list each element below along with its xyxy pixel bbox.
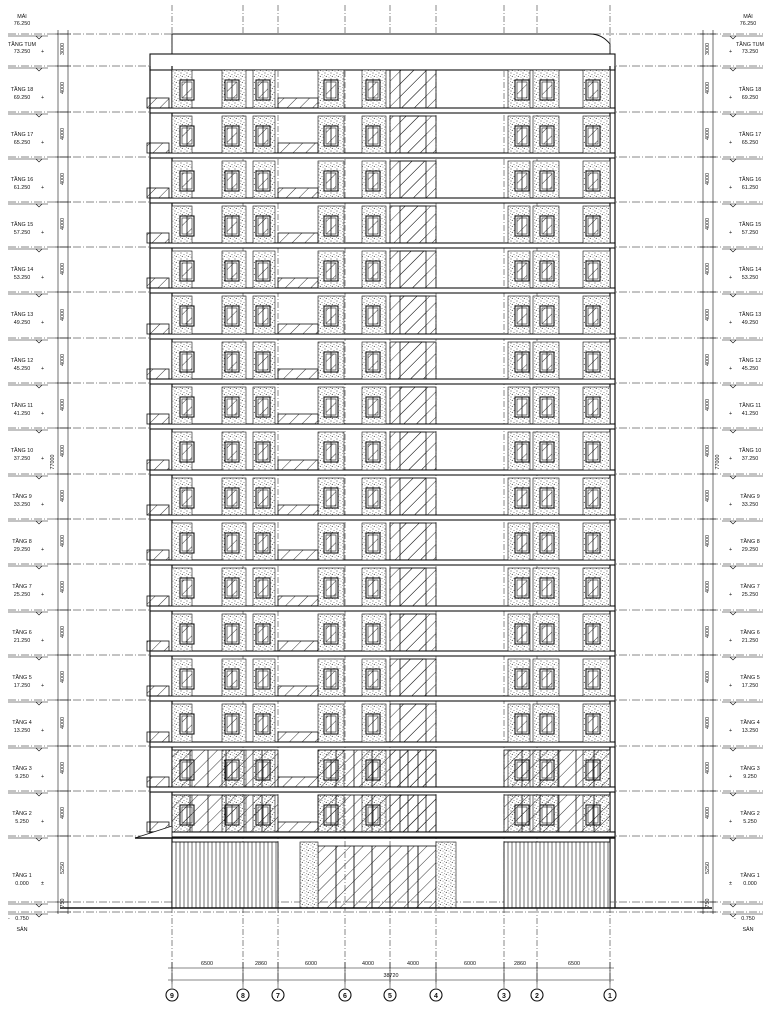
level-elev-right: 0.000 bbox=[743, 881, 757, 887]
elev-sign-left: - bbox=[8, 916, 10, 922]
level-triangle-right bbox=[730, 249, 736, 252]
elev-sign-right: + bbox=[729, 185, 733, 191]
axis-label: 3 bbox=[502, 993, 506, 1000]
level-name-right: TẦNG 11 bbox=[738, 403, 762, 409]
balcony-mid bbox=[278, 460, 318, 470]
story-dim-right: 4000 bbox=[705, 354, 711, 366]
glazed-core-inner bbox=[400, 70, 426, 108]
level-triangle-right bbox=[730, 68, 736, 71]
story-dim-left: 4000 bbox=[60, 128, 66, 140]
level-elev-left: 53.250 bbox=[13, 275, 31, 281]
balcony-mid bbox=[278, 641, 318, 651]
level-name-right: TẦNG 8 bbox=[740, 539, 760, 545]
elev-sign-left: + bbox=[41, 683, 45, 689]
level-elev-left: 37.250 bbox=[13, 456, 31, 462]
level-name-right: TẦNG 5 bbox=[740, 675, 760, 681]
balcony-left bbox=[147, 324, 169, 334]
glazed-core-inner bbox=[400, 387, 426, 424]
story-dim-left: 4000 bbox=[60, 309, 66, 321]
level-triangle-right bbox=[730, 904, 736, 907]
elev-sign-right: + bbox=[729, 275, 733, 281]
level-elev-left: 25.250 bbox=[13, 592, 31, 598]
floor-slab bbox=[150, 515, 615, 520]
level-name-left: TẦNG 17 bbox=[10, 132, 34, 138]
balcony-mid bbox=[278, 324, 318, 334]
glazed-core-inner bbox=[400, 342, 426, 379]
level-triangle-left bbox=[36, 838, 42, 841]
elev-sign-left: + bbox=[41, 638, 45, 644]
level-elev-right: 13.250 bbox=[741, 728, 759, 734]
floor-slab bbox=[150, 560, 615, 565]
story-dim-left: 4000 bbox=[60, 671, 66, 683]
level-elev-right: 76.250 bbox=[739, 21, 757, 27]
story-dim-right: 4000 bbox=[705, 173, 711, 185]
level-name-right: TẦNG 15 bbox=[738, 222, 762, 228]
level-name-left: TẦNG 3 bbox=[12, 766, 32, 772]
balcony-mid bbox=[278, 278, 318, 288]
level-triangle-left bbox=[36, 36, 42, 39]
story-dim-left: 4000 bbox=[60, 807, 66, 819]
level-name-right: TẦNG 18 bbox=[738, 87, 762, 93]
balcony-mid bbox=[278, 188, 318, 198]
level-name-right: TẦNG 14 bbox=[738, 267, 762, 273]
elev-sign-right: + bbox=[729, 95, 733, 101]
ground-pier bbox=[436, 842, 456, 908]
balcony-left bbox=[147, 505, 169, 515]
level-name-left: TẦNG 6 bbox=[12, 630, 32, 636]
story-dim-right: 4000 bbox=[705, 309, 711, 321]
level-triangle-left bbox=[36, 612, 42, 615]
glazed-core-inner bbox=[400, 161, 426, 198]
elev-sign-right: + bbox=[729, 456, 733, 462]
level-triangle-left bbox=[36, 114, 42, 117]
glazed-core-inner bbox=[400, 523, 426, 560]
story-dim-right: 4000 bbox=[705, 399, 711, 411]
elev-sign-left: + bbox=[41, 456, 45, 462]
level-name-right: TẦNG TUM bbox=[735, 42, 765, 48]
balcony-left bbox=[147, 98, 169, 108]
balcony-mid bbox=[278, 732, 318, 742]
story-dim-right: 4000 bbox=[705, 445, 711, 457]
elev-sign-right: - bbox=[734, 916, 736, 922]
story-dim-right: 4000 bbox=[705, 671, 711, 683]
story-dim-left: 4000 bbox=[60, 173, 66, 185]
level-elev-right: 53.250 bbox=[741, 275, 759, 281]
glazed-core-inner bbox=[400, 478, 426, 515]
story-dim-left: 4000 bbox=[60, 626, 66, 638]
grid-axis-bubbles bbox=[166, 989, 616, 1001]
bay-dim: 4000 bbox=[407, 961, 419, 967]
level-triangle-left bbox=[36, 340, 42, 343]
level-triangle-left bbox=[36, 521, 42, 524]
level-name-left: TẦNG 7 bbox=[12, 584, 32, 590]
balcony-mid bbox=[278, 596, 318, 606]
balcony-left bbox=[147, 596, 169, 606]
elev-sign-right: + bbox=[729, 547, 733, 553]
level-elev-right: 9.250 bbox=[743, 774, 757, 780]
level-name-left: TẦNG 2 bbox=[12, 811, 32, 817]
elev-sign-right: + bbox=[729, 638, 733, 644]
level-name-right: TẦNG 3 bbox=[740, 766, 760, 772]
story-dim-right: 4000 bbox=[705, 626, 711, 638]
story-dim-right: 4000 bbox=[705, 762, 711, 774]
level-elev-left: 65.250 bbox=[13, 140, 31, 146]
balcony-mid bbox=[278, 233, 318, 243]
level-triangle-left bbox=[36, 748, 42, 751]
balcony-left bbox=[147, 641, 169, 651]
story-dim-right: 3000 bbox=[705, 43, 711, 55]
balcony-left bbox=[147, 143, 169, 153]
level-triangle-right bbox=[730, 385, 736, 388]
level-name-left: TẦNG 14 bbox=[10, 267, 34, 273]
story-dim-right: 4000 bbox=[705, 218, 711, 230]
level-name-right: TẦNG 4 bbox=[740, 720, 760, 726]
level-triangle-right bbox=[730, 204, 736, 207]
story-dim-right: 4000 bbox=[705, 128, 711, 140]
story-dim-left: 4000 bbox=[60, 263, 66, 275]
story-dim-left: 4000 bbox=[60, 717, 66, 729]
story-dim-left: 4000 bbox=[60, 218, 66, 230]
glazed-core-inner bbox=[400, 614, 426, 651]
glazed-core-inner bbox=[400, 206, 426, 243]
balcony-mid bbox=[278, 143, 318, 153]
elev-sign-right: + bbox=[729, 819, 733, 825]
level-triangle-right bbox=[730, 657, 736, 660]
elev-sign-left: ± bbox=[41, 881, 44, 887]
level-elev-left: 61.250 bbox=[13, 185, 31, 191]
balcony-left bbox=[147, 460, 169, 470]
elev-sign-right: + bbox=[729, 728, 733, 734]
axis-label: 8 bbox=[241, 993, 245, 1000]
balcony-left bbox=[147, 550, 169, 560]
level-elev-left: 33.250 bbox=[13, 502, 31, 508]
glazed-core-inner bbox=[400, 251, 426, 288]
level-elev-right: 73.250 bbox=[741, 49, 759, 55]
elev-sign-right: + bbox=[729, 592, 733, 598]
level-triangle-left bbox=[36, 657, 42, 660]
bay-dim: 2860 bbox=[514, 961, 526, 967]
level-name-right: TẦNG 1 bbox=[740, 873, 760, 879]
level-triangle-right bbox=[730, 114, 736, 117]
level-triangle-left bbox=[36, 914, 42, 917]
story-dim-right: 4000 bbox=[705, 82, 711, 94]
ground-pier bbox=[300, 842, 318, 908]
balcony-left bbox=[147, 369, 169, 379]
level-elev-right: 0.750 bbox=[741, 916, 755, 922]
level-name-left: SÂN bbox=[16, 927, 28, 933]
level-triangle-right bbox=[730, 430, 736, 433]
level-elev-left: 69.250 bbox=[13, 95, 31, 101]
glazed-core-inner bbox=[400, 704, 426, 742]
level-elev-right: 21.250 bbox=[741, 638, 759, 644]
level-elev-right: 41.250 bbox=[741, 411, 759, 417]
bay-dim: 2860 bbox=[255, 961, 267, 967]
story-dim-right: 4000 bbox=[705, 263, 711, 275]
story-dim-right: 4000 bbox=[705, 535, 711, 547]
balcony-left bbox=[147, 777, 169, 787]
level-elev-left: 0.000 bbox=[15, 881, 29, 887]
level-name-left: TẦNG 18 bbox=[10, 87, 34, 93]
elev-sign-left: + bbox=[41, 728, 45, 734]
elev-sign-right: + bbox=[729, 230, 733, 236]
story-dim-left: 4000 bbox=[60, 445, 66, 457]
total-height-right: 77000 bbox=[715, 454, 721, 470]
level-name-right: TẦNG 9 bbox=[740, 494, 760, 500]
level-triangle-right bbox=[730, 159, 736, 162]
elev-sign-left: + bbox=[41, 819, 45, 825]
building-facade bbox=[8, 5, 763, 988]
level-elev-left: 76.250 bbox=[13, 21, 31, 27]
balcony-left bbox=[147, 414, 169, 424]
story-dim-right: 4000 bbox=[705, 717, 711, 729]
level-name-left: TẦNG 10 bbox=[10, 448, 34, 454]
level-elev-right: 5.250 bbox=[743, 819, 757, 825]
level-triangle-left bbox=[36, 385, 42, 388]
level-name-right: TẦNG 16 bbox=[738, 177, 762, 183]
level-triangle-left bbox=[36, 204, 42, 207]
level-name-right: TẦNG 12 bbox=[738, 358, 762, 364]
balcony-mid bbox=[278, 550, 318, 560]
glazed-core-inner bbox=[400, 659, 426, 696]
total-height-left: 77000 bbox=[50, 454, 56, 470]
floor-slab bbox=[150, 379, 615, 384]
level-elev-left: 13.250 bbox=[13, 728, 31, 734]
elev-sign-left: + bbox=[41, 275, 45, 281]
level-name-left: TẦNG TUM bbox=[7, 42, 37, 48]
level-name-left: TẦNG 15 bbox=[10, 222, 34, 228]
elev-sign-right: + bbox=[729, 502, 733, 508]
story-dim-right: 5250 bbox=[705, 862, 711, 874]
roof-band bbox=[150, 54, 615, 70]
balcony-left bbox=[147, 233, 169, 243]
story-dim-left: 4000 bbox=[60, 581, 66, 593]
floor-slab bbox=[150, 696, 615, 701]
level-name-left: TẦNG 11 bbox=[10, 403, 34, 409]
elev-sign-left: + bbox=[41, 95, 45, 101]
elev-sign-right: + bbox=[729, 411, 733, 417]
total-width-dim: 38720 bbox=[383, 973, 399, 979]
level-name-right: MÁI bbox=[743, 14, 753, 20]
floor-slab bbox=[150, 243, 615, 248]
elev-sign-left: + bbox=[41, 140, 45, 146]
elev-sign-left: + bbox=[41, 502, 45, 508]
level-elev-left: 29.250 bbox=[13, 547, 31, 553]
axis-label: 2 bbox=[535, 993, 539, 1000]
level-name-right: TẦNG 10 bbox=[738, 448, 762, 454]
level-name-right: TẦNG 7 bbox=[740, 584, 760, 590]
level-name-left: TẦNG 1 bbox=[12, 873, 32, 879]
balcony-mid bbox=[278, 414, 318, 424]
level-elev-right: 17.250 bbox=[741, 683, 759, 689]
level-elev-left: 45.250 bbox=[13, 366, 31, 372]
story-dim-right: 4000 bbox=[705, 581, 711, 593]
level-name-right: TẦNG 13 bbox=[738, 312, 762, 318]
level-elev-right: 33.250 bbox=[741, 502, 759, 508]
level-elev-left: 49.250 bbox=[13, 320, 31, 326]
level-name-left: TẦNG 9 bbox=[12, 494, 32, 500]
level-triangle-right bbox=[730, 521, 736, 524]
level-elev-right: 25.250 bbox=[741, 592, 759, 598]
balcony-left bbox=[147, 278, 169, 288]
story-dim-left: 4000 bbox=[60, 762, 66, 774]
level-name-left: TẦNG 16 bbox=[10, 177, 34, 183]
level-triangle-right bbox=[730, 566, 736, 569]
axis-label: 9 bbox=[170, 993, 174, 1000]
elev-sign-left: + bbox=[41, 49, 45, 55]
story-dim-left: 4000 bbox=[60, 490, 66, 502]
elev-sign-left: + bbox=[41, 366, 45, 372]
bay-dim: 4000 bbox=[362, 961, 374, 967]
elev-sign-left: + bbox=[41, 547, 45, 553]
balcony-mid bbox=[278, 505, 318, 515]
balcony-mid bbox=[278, 777, 318, 787]
story-dim-left: 5250 bbox=[60, 862, 66, 874]
floor-slab bbox=[150, 787, 615, 792]
axis-label: 1 bbox=[608, 993, 612, 1000]
story-dim-right: 4000 bbox=[705, 490, 711, 502]
level-elev-left: 5.250 bbox=[15, 819, 29, 825]
level-triangle-right bbox=[730, 340, 736, 343]
level-elev-right: 45.250 bbox=[741, 366, 759, 372]
balcony-mid bbox=[278, 822, 318, 832]
glazed-core-inner bbox=[400, 568, 426, 606]
level-triangle-right bbox=[730, 476, 736, 479]
level-triangle-right bbox=[730, 793, 736, 796]
level-name-left: MÁI bbox=[17, 14, 27, 20]
level-triangle-right bbox=[730, 612, 736, 615]
elev-sign-right: + bbox=[729, 320, 733, 326]
level-triangle-left bbox=[36, 159, 42, 162]
elev-sign-left: + bbox=[41, 185, 45, 191]
level-elev-right: 61.250 bbox=[741, 185, 759, 191]
level-elev-right: 29.250 bbox=[741, 547, 759, 553]
bay-dim: 6500 bbox=[568, 961, 580, 967]
story-dim-left: 4000 bbox=[60, 399, 66, 411]
level-triangle-left bbox=[36, 249, 42, 252]
elev-sign-right: + bbox=[729, 683, 733, 689]
floor-slab bbox=[150, 651, 615, 656]
level-name-left: TẦNG 5 bbox=[12, 675, 32, 681]
elev-sign-left: + bbox=[41, 774, 45, 780]
level-name-left: TẦNG 4 bbox=[12, 720, 32, 726]
level-elev-left: 9.250 bbox=[15, 774, 29, 780]
floor-slab bbox=[150, 832, 615, 837]
story-dim-left: 4000 bbox=[60, 354, 66, 366]
glazed-core-inner bbox=[400, 432, 426, 470]
elev-sign-right: + bbox=[729, 774, 733, 780]
level-elev-left: 73.250 bbox=[13, 49, 31, 55]
story-dim-left: 750 bbox=[60, 898, 66, 908]
bay-width-dimensions bbox=[201, 961, 580, 979]
story-dim-left: 4000 bbox=[60, 82, 66, 94]
floor-slab bbox=[150, 470, 615, 475]
bay-dim: 6500 bbox=[201, 961, 213, 967]
axis-label: 5 bbox=[388, 993, 392, 1000]
level-triangle-right bbox=[730, 36, 736, 39]
balcony-left bbox=[147, 732, 169, 742]
balcony-mid bbox=[278, 369, 318, 379]
level-name-right: TẦNG 6 bbox=[740, 630, 760, 636]
level-triangle-left bbox=[36, 68, 42, 71]
floor-slab bbox=[150, 153, 615, 158]
elev-sign-left: + bbox=[41, 411, 45, 417]
level-labels-left bbox=[8, 13, 37, 933]
elev-sign-left: + bbox=[41, 230, 45, 236]
balcony-left bbox=[147, 686, 169, 696]
level-elev-right: 37.250 bbox=[741, 456, 759, 462]
bay-dim: 6000 bbox=[464, 961, 476, 967]
level-triangle-left bbox=[36, 566, 42, 569]
elev-sign-left: + bbox=[41, 592, 45, 598]
glazed-core-inner bbox=[400, 296, 426, 334]
level-name-left: TẦNG 8 bbox=[12, 539, 32, 545]
level-triangle-right bbox=[730, 748, 736, 751]
elev-sign-right: + bbox=[729, 366, 733, 372]
level-elev-left: 41.250 bbox=[13, 411, 31, 417]
elev-sign-right: ± bbox=[729, 881, 732, 887]
level-triangle-left bbox=[36, 702, 42, 705]
balcony-left bbox=[147, 188, 169, 198]
axis-label: 6 bbox=[343, 993, 347, 1000]
level-elev-left: 57.250 bbox=[13, 230, 31, 236]
level-triangle-right bbox=[730, 838, 736, 841]
story-dim-left: 4000 bbox=[60, 535, 66, 547]
level-elev-right: 49.250 bbox=[741, 320, 759, 326]
floor-slab bbox=[150, 742, 615, 747]
level-elev-right: 65.250 bbox=[741, 140, 759, 146]
level-triangle-left bbox=[36, 904, 42, 907]
floor-slab bbox=[150, 198, 615, 203]
glazed-core-inner bbox=[400, 116, 426, 153]
level-elev-left: 17.250 bbox=[13, 683, 31, 689]
floor-slab bbox=[150, 606, 615, 611]
bay-dim: 6000 bbox=[305, 961, 317, 967]
level-triangle-right bbox=[730, 702, 736, 705]
level-elev-right: 57.250 bbox=[741, 230, 759, 236]
axis-label: 4 bbox=[434, 993, 438, 1000]
floor-slab bbox=[150, 424, 615, 429]
level-triangle-left bbox=[36, 294, 42, 297]
story-dim-right: 750 bbox=[705, 898, 711, 908]
level-name-right: TẦNG 2 bbox=[740, 811, 760, 817]
elev-sign-right: + bbox=[729, 140, 733, 146]
floor-slab bbox=[150, 108, 615, 113]
level-name-left: TẦNG 13 bbox=[10, 312, 34, 318]
elev-sign-left: + bbox=[41, 320, 45, 326]
level-elev-left: 0.750 bbox=[15, 916, 29, 922]
level-labels-right bbox=[736, 13, 765, 933]
balcony-mid bbox=[278, 98, 318, 108]
level-triangle-right bbox=[730, 294, 736, 297]
floor-slab bbox=[150, 334, 615, 339]
level-triangle-left bbox=[36, 430, 42, 433]
level-triangle-left bbox=[36, 793, 42, 796]
balcony-mid bbox=[278, 686, 318, 696]
axis-label: 7 bbox=[276, 993, 280, 1000]
level-elev-left: 21.250 bbox=[13, 638, 31, 644]
story-dim-right: 4000 bbox=[705, 807, 711, 819]
roof-parapet bbox=[172, 34, 610, 54]
floor-slab bbox=[150, 288, 615, 293]
level-triangle-left bbox=[36, 476, 42, 479]
level-elev-right: 69.250 bbox=[741, 95, 759, 101]
level-name-right: SÂN bbox=[742, 927, 754, 933]
level-name-right: TẦNG 17 bbox=[738, 132, 762, 138]
level-name-left: TẦNG 12 bbox=[10, 358, 34, 364]
elev-sign-right: + bbox=[729, 49, 733, 55]
story-dim-left: 3000 bbox=[60, 43, 66, 55]
